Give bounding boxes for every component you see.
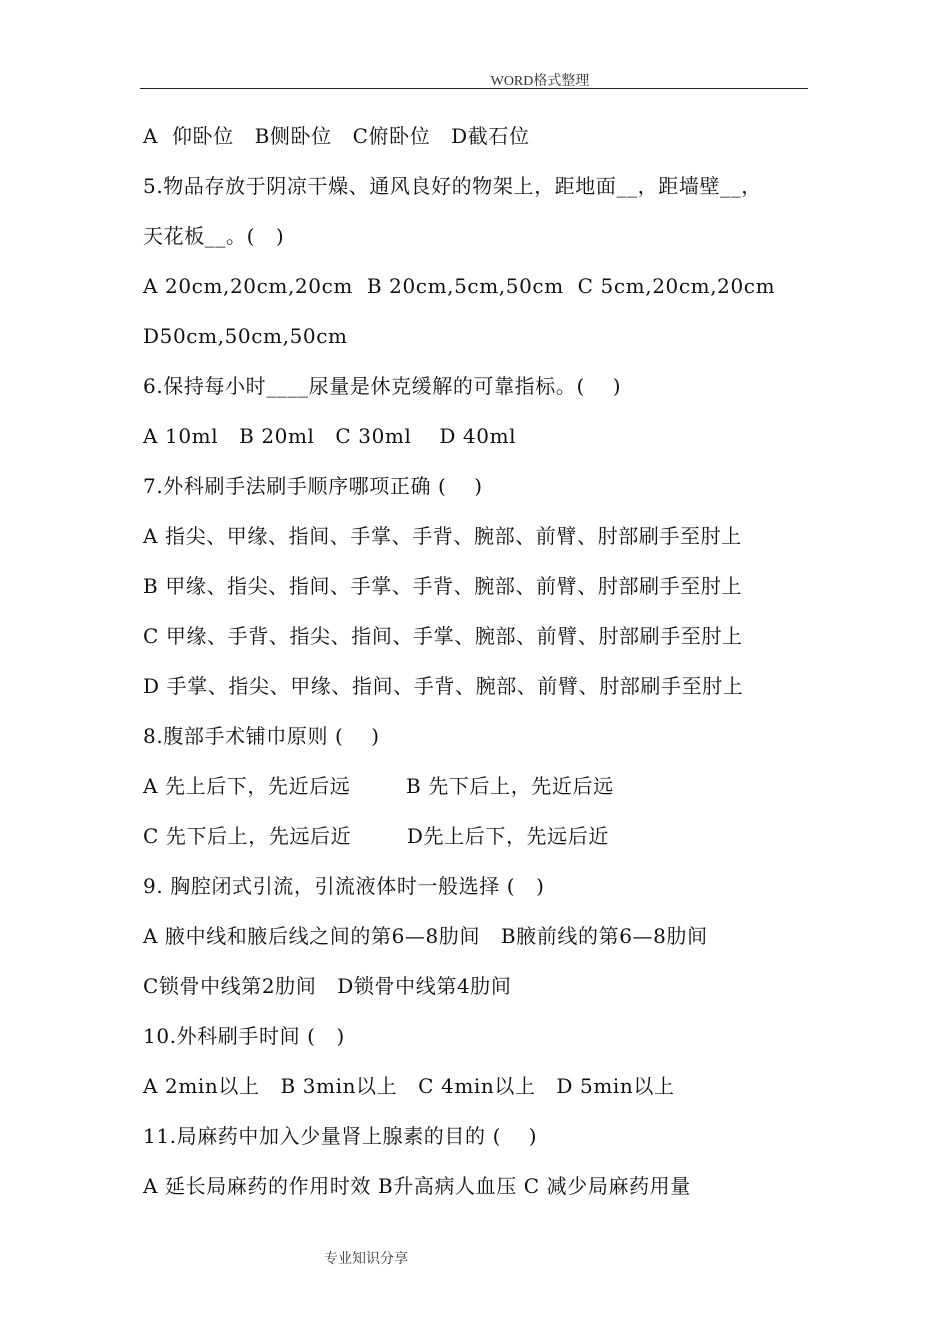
answer-option-q7-d: D 手掌、指尖、甲缘、指间、手背、腕部、前臂、肘部刷手至肘上 [143, 674, 744, 698]
answer-options-q9-cd: C锁骨中线第2肋间 D锁骨中线第4肋间 [143, 974, 512, 998]
document-body [143, 112, 813, 1212]
question-7: 7.外科刷手法刷手顺序哪项正确 ( ) [143, 474, 483, 498]
page-header: WORD格式整理 [490, 74, 590, 89]
question-10: 10.外科刷手时间 ( ) [143, 1024, 345, 1048]
answer-options-q8-ab: A 先上后下，先近后远 B 先下后上，先近后远 [143, 774, 614, 798]
header-rule [140, 88, 808, 89]
question-9: 9. 胸腔闭式引流，引流液体时一般选择 ( ) [143, 874, 545, 898]
question-8: 8.腹部手术铺巾原则 ( ) [143, 724, 380, 748]
answer-options-q10: A 2min以上 B 3min以上 C 4min以上 D 5min以上 [143, 1074, 675, 1098]
answer-option-q5-d: D50cm,50cm,50cm [143, 324, 348, 348]
answer-options-q9-ab: A 腋中线和腋后线之间的第6—8肋间 B腋前线的第6—8肋间 [143, 924, 708, 948]
answer-options-q11: A 延长局麻药的作用时效 B升高病人血压 C 减少局麻药用量 [143, 1174, 691, 1198]
question-11: 11.局麻药中加入少量肾上腺素的目的 ( ) [143, 1124, 538, 1148]
answer-options-q5: A 20cm,20cm,20cm B 20cm,5cm,50cm C 5cm,20cm,20cm [143, 274, 776, 298]
answer-options-q4: A 仰卧位 B侧卧位 C俯卧位 D截石位 [143, 124, 530, 148]
answer-option-q7-b: B 甲缘、指尖、指间、手掌、手背、腕部、前臂、肘部刷手至肘上 [143, 574, 743, 598]
answer-options-q6: A 10ml B 20ml C 30ml D 40ml [143, 424, 517, 448]
answer-option-q7-c: C 甲缘、手背、指尖、指间、手掌、腕部、前臂、肘部刷手至肘上 [143, 624, 743, 648]
question-5-cont: 天花板__。( ) [143, 224, 285, 248]
question-5: 5.物品存放于阴凉干燥、通风良好的物架上，距地面__，距墙壁__， [143, 174, 762, 198]
question-6: 6.保持每小时____尿量是休克缓解的可靠指标。( ) [143, 374, 622, 398]
page-footer: 专业知识分享 [324, 1252, 408, 1267]
answer-options-q8-cd: C 先下后上，先远后近 D先上后下，先远后近 [143, 824, 609, 848]
answer-option-q7-a: A 指尖、甲缘、指间、手掌、手背、腕部、前臂、肘部刷手至肘上 [143, 524, 742, 548]
